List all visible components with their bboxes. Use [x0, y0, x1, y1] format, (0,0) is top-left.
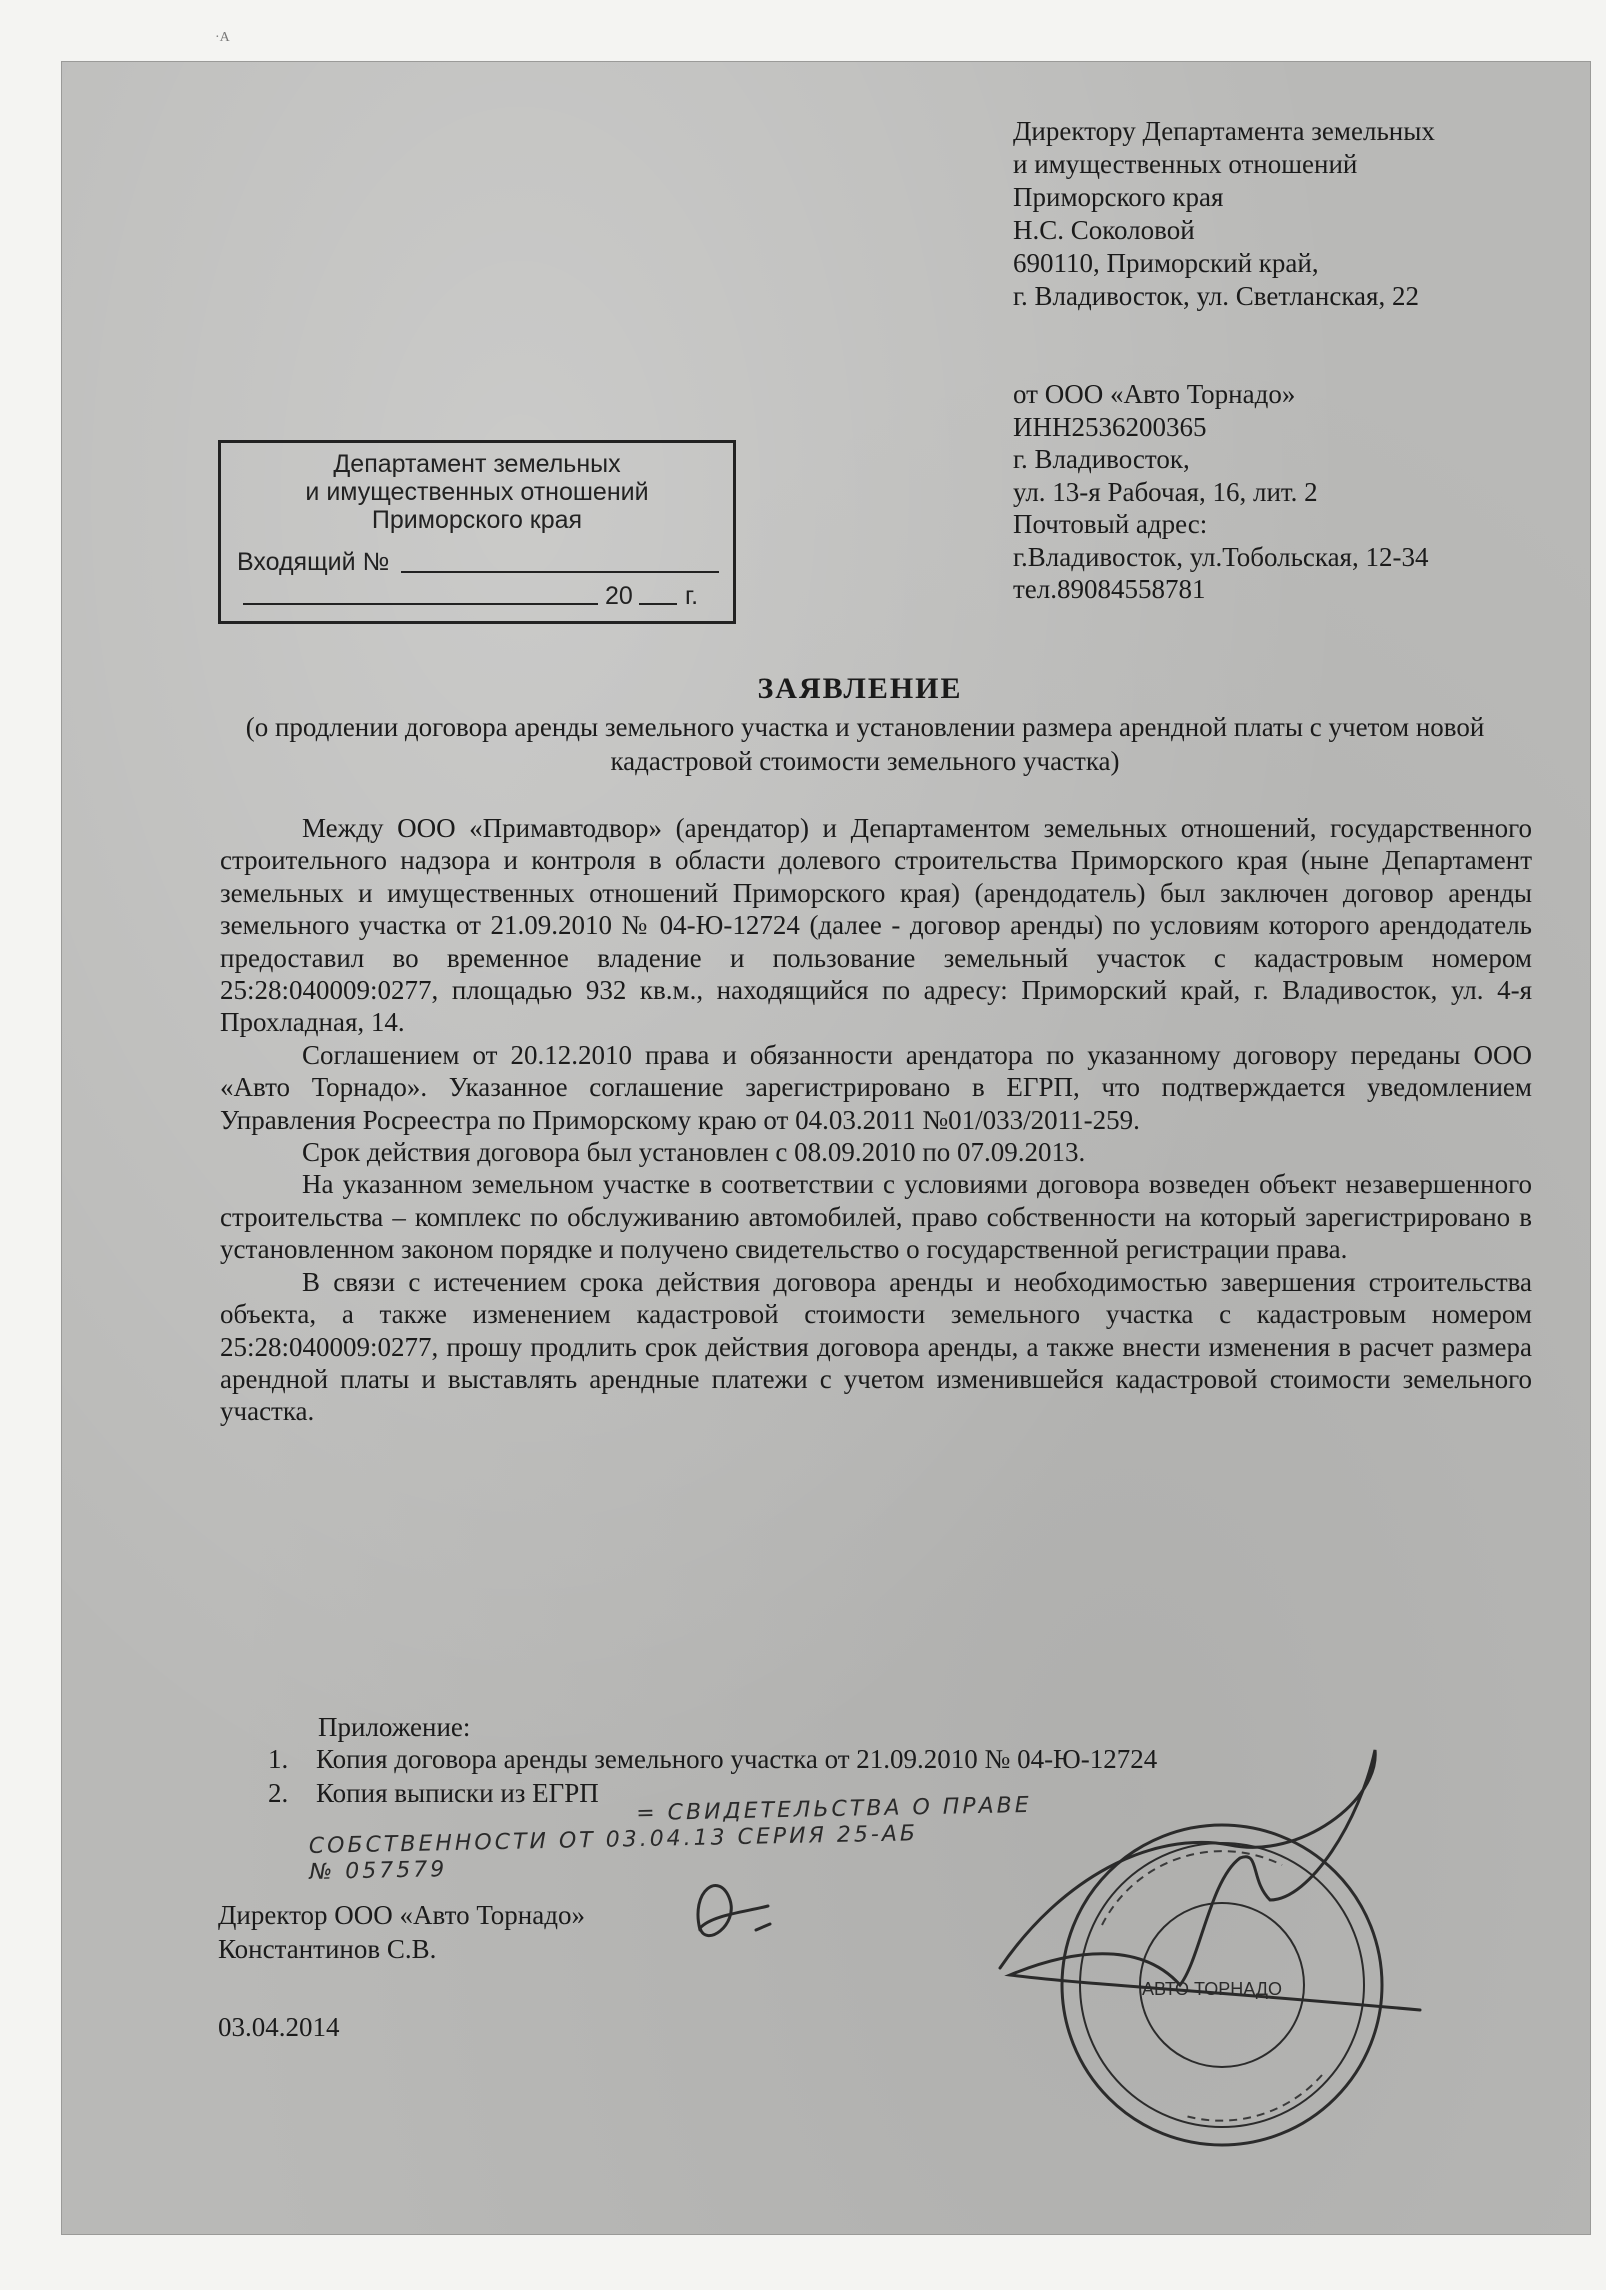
- body-paragraph: На указанном земельном участке в соответствии с условиями договора возведен объект незавершенного строительства – комплекс по обслуживанию автомобилей, право собственности на который зарегистрировано в установленном законом порядке и получено свидетельство о государственной регистрации права.: [220, 1169, 1532, 1265]
- handwritten-line: = СВИДЕТЕЛЬСТВА О ПРАВЕ: [635, 1792, 1032, 1827]
- stamp-line: Приморского края: [371, 506, 583, 534]
- signer-position: Директор ООО «Авто Торнадо»: [218, 1900, 585, 1930]
- addressee-line: Н.С. Соколовой: [1013, 215, 1195, 245]
- body-paragraph: В связи с истечением срока действия договора аренды и необходимостью завершения строительства объекта, а также изменением кадастровой стоимости земельного участка с кадастровым номером 25:28:040009:0277, прошу продлить срок действия договора аренды, а также внести изменения в расчет размера арендной платы и выставлять арендные платежи с учетом изменившейся кадастровой стоимости земельного участка.: [220, 1266, 1532, 1427]
- attachment-number: 1.: [268, 1744, 289, 1774]
- stamp-incoming-underline: [401, 571, 719, 573]
- document-body: [220, 812, 1532, 1428]
- body-paragraph: Соглашением от 20.12.2010 права и обязанности арендатора по указанному договору переданы ООО «Авто Торнадо». Указанное соглашение зарегистрировано в ЕГРП, что подтверждается уведомлением Управления Росреестра по Приморскому краю от 04.03.2011 №01/033/2011-259.: [220, 1039, 1532, 1135]
- sender-line: ул. 13-я Рабочая, 16, лит. 2: [1013, 476, 1318, 507]
- sender-line: от ООО «Авто Торнадо»: [1013, 379, 1296, 409]
- signer-block: [218, 1898, 585, 1966]
- attachment-item: [268, 1742, 1157, 1776]
- stamp-year-prefix: 20: [605, 582, 633, 610]
- attachment-number: 2.: [268, 1778, 289, 1808]
- handwritten-line: СОБСТВЕННОСТИ ОТ 03.04.13 СЕРИЯ 25-АБ: [308, 1821, 919, 1859]
- stamp-date-underline: [243, 603, 598, 605]
- sender-line: Почтовый адрес:: [1013, 509, 1208, 539]
- stamp-line: и имущественных отношений: [305, 478, 649, 506]
- sender-line: тел.89084558781: [1013, 574, 1206, 604]
- stamp-incoming-label: Входящий №: [237, 548, 390, 576]
- stamp-line: Департамент земельных: [333, 450, 621, 478]
- stamp-year-suffix: г.: [685, 582, 699, 610]
- registration-stamp: [218, 440, 736, 624]
- sender-line: г. Владивосток,: [1013, 444, 1190, 474]
- scan-artifact: ·A: [215, 30, 230, 45]
- document-subtitle: (о продлении договора аренды земельного участка и установлении размера арендной платы с учетом новой кадастровой стоимости земельного участка): [245, 712, 1485, 776]
- sender-line: ИНН2536200365: [1013, 411, 1207, 442]
- attachment-text: Копия выписки из ЕГРП: [316, 1778, 599, 1808]
- seal-center-text: АВТО ТОРНАДО: [1142, 1979, 1282, 1999]
- body-paragraph: Срок действия договора был установлен с 08.09.2010 по 07.09.2013.: [302, 1137, 1086, 1168]
- sender-block: [1013, 378, 1573, 606]
- addressee-line: 690110, Приморский край,: [1013, 248, 1319, 278]
- addressee-line: Приморского края: [1013, 182, 1224, 212]
- sender-line: г.Владивосток, ул.Тобольская, 12-34: [1013, 541, 1429, 572]
- signer-name: Константинов С.В.: [218, 1934, 437, 1964]
- stamp-year-underline: [639, 603, 677, 605]
- attachment-text: Копия договора аренды земельного участка от 21.09.2010 № 04-Ю-12724: [316, 1744, 1158, 1774]
- addressee-line: Директору Департамента земельных: [1013, 116, 1435, 146]
- addressee-block: [1013, 115, 1573, 313]
- document-title: ЗАЯВЛЕНИЕ: [757, 672, 963, 705]
- document-date: 03.04.2014: [218, 2012, 340, 2042]
- addressee-line: г. Владивосток, ул. Светланская, 22: [1013, 281, 1419, 311]
- handwritten-line: № 057579: [309, 1857, 448, 1885]
- attachments-title: Приложение:: [318, 1712, 471, 1742]
- body-paragraph: Между ООО «Примавтодвор» (арендатор) и Департаментом земельных отношений, государственного строительного надзора и контроля в области долевого строительства Приморского края (ныне Департамент земельных и имущественных отношений Приморского края) (арендодатель) был заключен договор аренды земельного участка от 21.09.2010 № 04-Ю-12724 (далее - договор аренды) по условиям которого арендодатель предоставил во временное владение и пользование земельный участок с кадастровым номером 25:28:040009:0277, площадью 932 кв.м., находящийся по адресу: Приморский край, г. Владивосток, ул. 4-я Прохладная, 14.: [220, 813, 1532, 1038]
- addressee-line: и имущественных отношений: [1013, 149, 1358, 179]
